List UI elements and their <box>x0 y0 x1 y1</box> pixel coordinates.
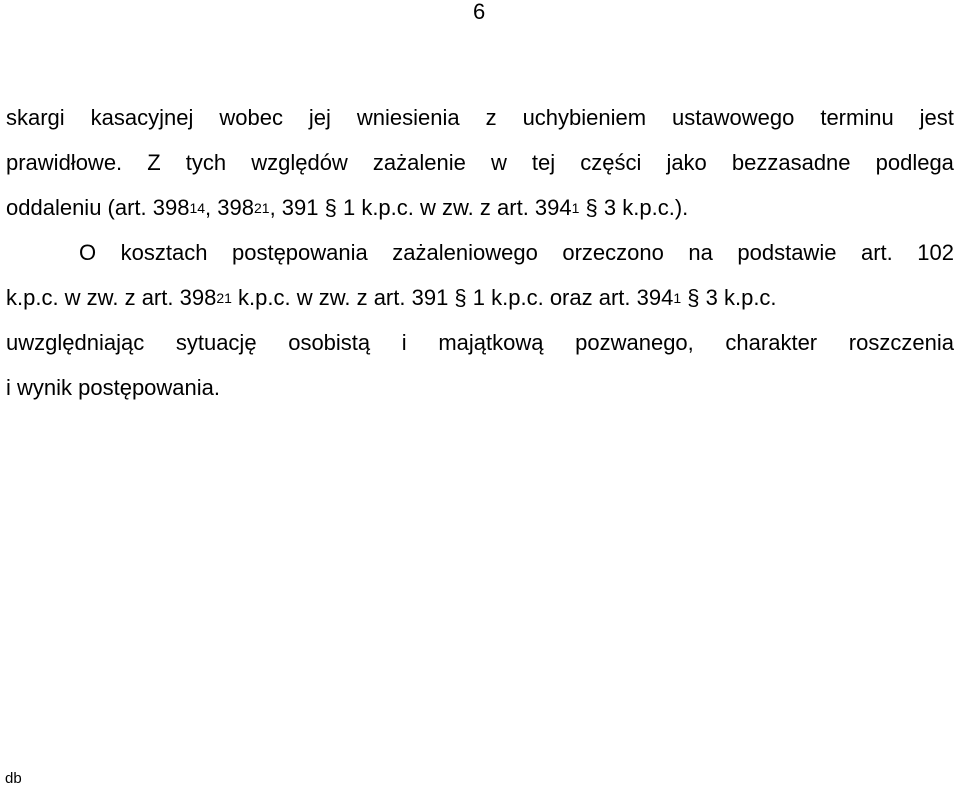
text-run: k.p.c. w zw. z art. 398 <box>6 285 217 310</box>
word: majątkową <box>438 330 544 355</box>
text-run: k.p.c. w zw. z art. 391 <box>231 285 455 310</box>
word: podstawie <box>737 240 837 265</box>
text-run: 3 k.p.c. <box>699 285 777 310</box>
word: bezzasadne <box>731 150 851 175</box>
text-run: 3 k.p.c.). <box>597 195 689 220</box>
word: roszczenia <box>848 330 954 355</box>
word: sytuację <box>175 330 257 355</box>
word: postępowania <box>231 240 368 265</box>
word: ustawowego <box>672 105 795 130</box>
text-run: , 398 <box>205 195 254 220</box>
superscript: 21 <box>216 290 232 306</box>
word: zażalenie <box>372 150 466 175</box>
word: wniesienia <box>356 105 460 130</box>
word: i <box>401 330 407 355</box>
word: jest <box>919 105 954 130</box>
footer-initials: db <box>5 770 22 787</box>
word: skargi <box>6 105 65 130</box>
word: podlega <box>875 150 954 175</box>
superscript: 21 <box>253 200 270 216</box>
word: kasacyjnej <box>90 105 194 130</box>
word: art. <box>860 240 893 265</box>
word: uwzględniając <box>6 330 145 355</box>
paragraph-sign: § <box>687 285 700 310</box>
word: wobec <box>219 105 283 130</box>
word: jej <box>308 105 331 130</box>
superscript: 1 <box>673 290 682 306</box>
word: O <box>79 240 97 265</box>
superscript: 1 <box>571 200 580 216</box>
word: zażaleniowego <box>392 240 538 265</box>
text-run: 1 k.p.c. oraz art. 394 <box>466 285 674 310</box>
paragraph-2-line-2 <box>6 280 954 325</box>
word: uchybieniem <box>522 105 647 130</box>
word: 102 <box>917 240 954 265</box>
word: kosztach <box>120 240 208 265</box>
superscript: 14 <box>189 200 206 216</box>
paragraph-1-line-3 <box>6 190 954 235</box>
paragraph-2-line-3 <box>6 325 954 370</box>
word: części <box>580 150 642 175</box>
paragraph-2-line-4 <box>6 370 954 415</box>
word: terminu <box>820 105 894 130</box>
paragraph-2-line-1 <box>6 235 954 280</box>
text-run: i wynik postępowania. <box>6 375 221 400</box>
paragraph-sign: § <box>454 285 467 310</box>
paragraph-1-line-1 <box>6 100 954 145</box>
word: pozwanego, <box>575 330 694 355</box>
word: charakter <box>725 330 818 355</box>
paragraph-sign: § <box>324 195 337 220</box>
paragraph-sign: § <box>585 195 598 220</box>
page-number: 6 <box>473 0 486 24</box>
text-run: oddaleniu (art. 398 <box>6 195 190 220</box>
text-run: , 391 <box>269 195 325 220</box>
word: tej <box>531 150 556 175</box>
document-body <box>6 100 954 415</box>
text-run: 1 k.p.c. w zw. z art. 394 <box>336 195 572 220</box>
paragraph-1-line-2 <box>6 145 954 190</box>
word: w <box>490 150 507 175</box>
word: tych <box>185 150 227 175</box>
word: prawidłowe. <box>6 150 123 175</box>
word: na <box>688 240 713 265</box>
word: jako <box>666 150 707 175</box>
word: względów <box>251 150 348 175</box>
word: orzeczono <box>562 240 664 265</box>
word: osobistą <box>288 330 371 355</box>
word: z <box>485 105 497 130</box>
word: Z <box>147 150 161 175</box>
